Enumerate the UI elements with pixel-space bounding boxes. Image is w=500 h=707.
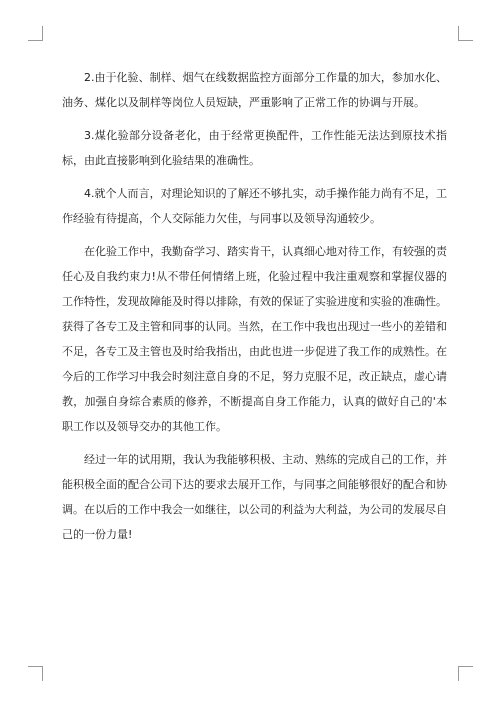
document-body <box>62 65 447 555</box>
paragraph-work-summary: 在化验工作中，我勤奋学习、踏实肯干，认真细心地对待工作，有较强的责任心及自我约束力!从不带任何情绪上班，化验过程中我注重观察和掌握仪器的工作特性，发现故障能及时得以排除，有效的保证了实验进度和实验的准确性。获得了各专工及主管和同事的认同。当然，在工作中我也出现过一些小的差错和不足，各专工及主管也及时给我指出，由此也进一步促进了我工作的成熟性。在今后的工作学习中我会时刻注意自身的不足，努力克服不足，改正缺点，虚心请教，加强自身综合素质的修养，不断提高自身工作能力，认真的做好自己的'本职工作以及领导交办的其他工作。 <box>62 245 447 433</box>
crop-mark-top-right <box>458 26 473 41</box>
paragraph-conclusion: 经过一年的试用期，我认为我能够积极、主动、熟练的完成自己的工作，并能积极全面的配合公司下达的要求去展开工作，与同事之间能够很好的配合和协调。在以后的工作中我会一如继往，以公司的利益为大利益，为公司的发展尽自己的一份力量! <box>62 453 447 541</box>
crop-mark-top-left <box>28 26 43 41</box>
crop-mark-bottom-left <box>28 666 43 681</box>
paragraph-item-3: 3.煤化验部分设备老化，由于经常更换配件，工作性能无法达到原技术指标，由此直接影响到化验结果的准确性。 <box>62 129 447 167</box>
paragraph-item-2: 2.由于化验、制样、烟气在线数据监控方面部分工作量的加大，参加水化、油务、煤化以及制样等岗位人员短缺，严重影响了正常工作的协调与开展。 <box>62 71 447 109</box>
paragraph-item-4: 4.就个人而言，对理论知识的了解还不够扎实，动手操作能力尚有不足，工作经验有待提高，个人交际能力欠佳，与同事以及领导沟通较少。 <box>62 187 447 225</box>
crop-mark-bottom-right <box>458 666 473 681</box>
